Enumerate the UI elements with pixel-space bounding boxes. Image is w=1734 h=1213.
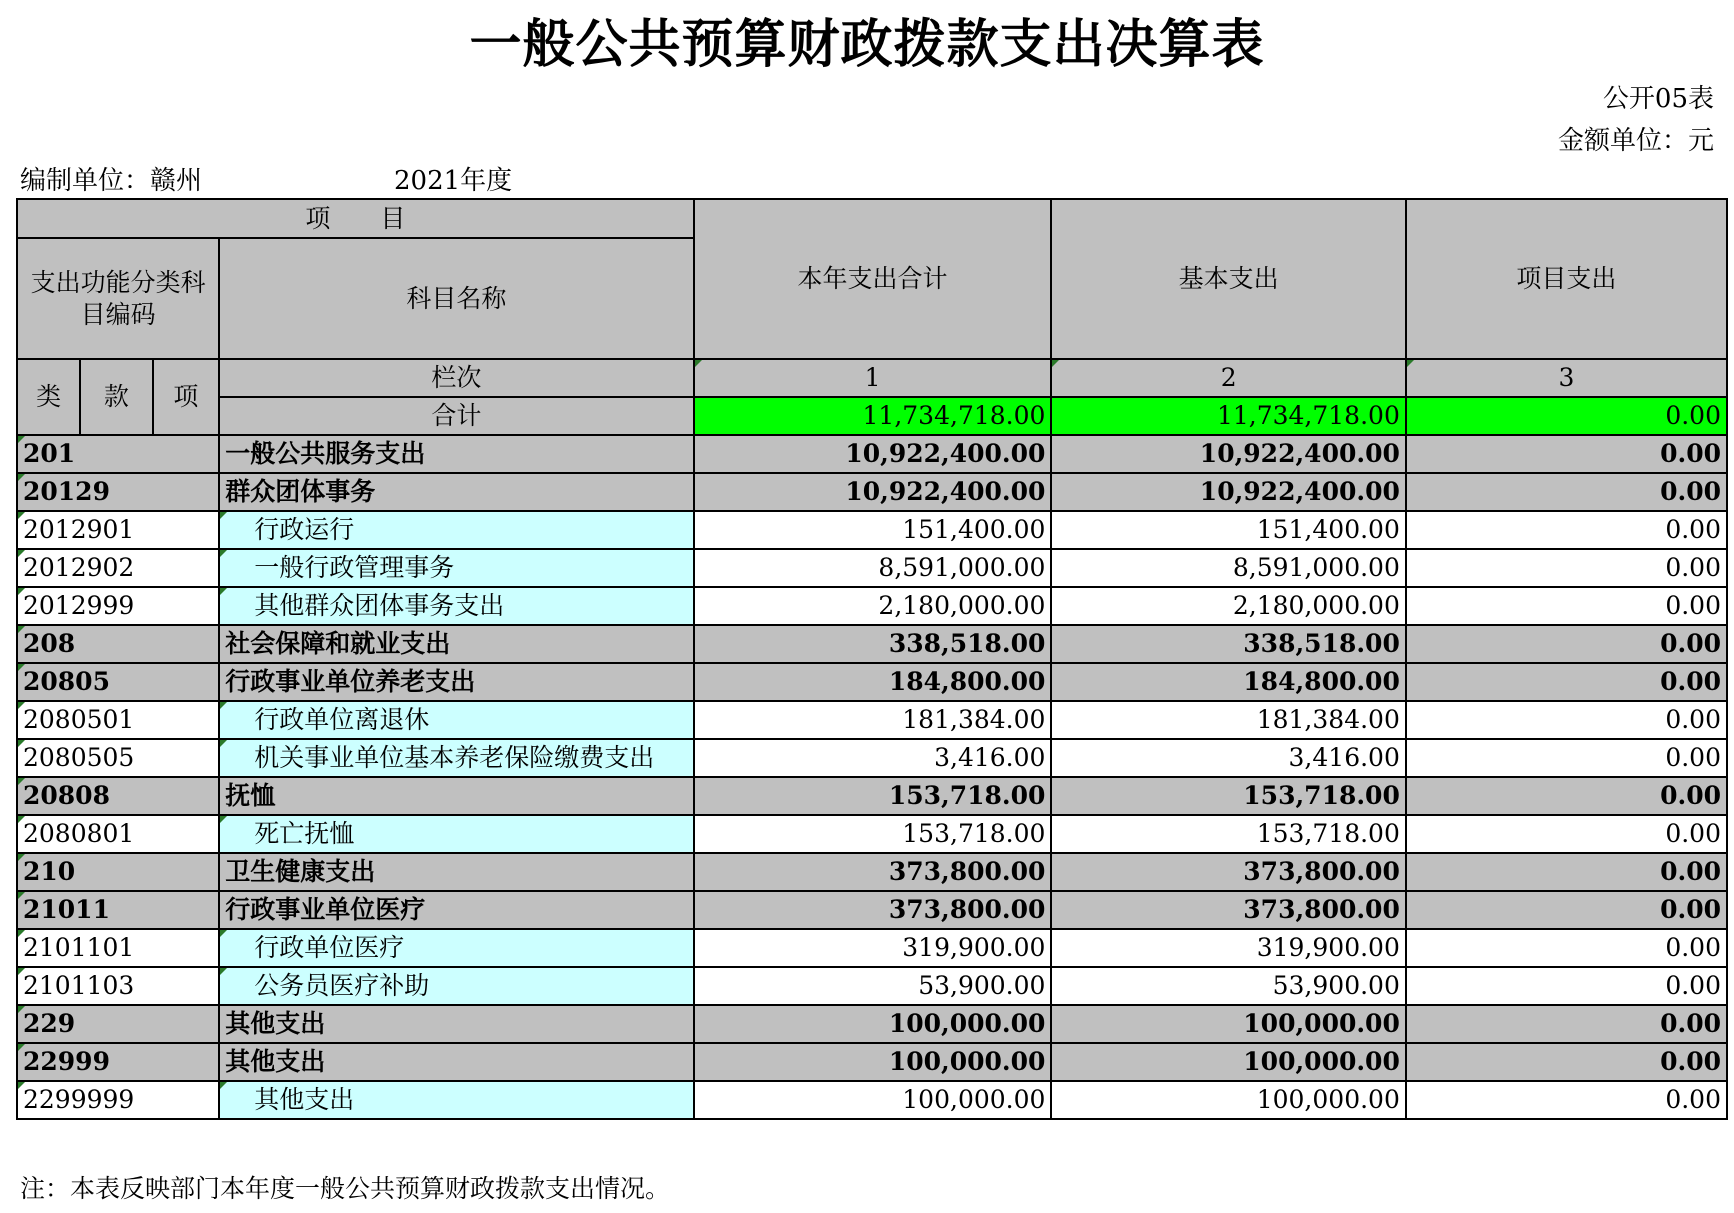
table-row [17,739,1727,777]
row-code: 2080501 [17,701,219,739]
row-total: 151,400.00 [694,511,1052,549]
table-row [17,587,1727,625]
table-row [17,625,1727,663]
row-subject-name: 死亡抚恤 [219,815,693,853]
row-total: 3,416.00 [694,739,1052,777]
row-subject-name: 机关事业单位基本养老保险缴费支出 [219,739,693,777]
row-project: 0.00 [1406,587,1727,625]
row-subject-name: 行政单位医疗 [219,929,693,967]
table-row [17,853,1727,891]
table-row [17,929,1727,967]
table-row [17,815,1727,853]
row-code: 201 [17,435,219,473]
row-subject-name: 群众团体事务 [219,473,693,511]
compiling-unit: 编制单位：赣州 [20,166,203,196]
row-code: 20129 [17,473,219,511]
row-code: 210 [17,853,219,891]
column-no-1: 1 [694,359,1052,397]
table-note: 注：本表反映部门本年度一般公共预算财政拨款支出情况。 [20,1174,671,1203]
row-code: 2101101 [17,929,219,967]
table-row [17,967,1727,1005]
row-total: 100,000.00 [694,1005,1052,1043]
total-amount: 11,734,718.00 [694,397,1052,435]
row-subject-name: 抚恤 [219,777,693,815]
row-total: 100,000.00 [694,1043,1052,1081]
header-subject-name: 科目名称 [219,238,693,359]
table-row [17,777,1727,815]
row-code: 20808 [17,777,219,815]
table-row [17,701,1727,739]
column-no-2: 2 [1051,359,1405,397]
table-row [17,1005,1727,1043]
row-code: 22999 [17,1043,219,1081]
row-project: 0.00 [1406,511,1727,549]
row-basic: 100,000.00 [1051,1043,1405,1081]
row-subject-name: 其他群众团体事务支出 [219,587,693,625]
column-no-3: 3 [1406,359,1727,397]
row-project: 0.00 [1406,625,1727,663]
row-basic: 153,718.00 [1051,815,1405,853]
expenditure-table [16,198,1728,1120]
row-total: 10,922,400.00 [694,473,1052,511]
table-row [17,1081,1727,1119]
row-total: 153,718.00 [694,777,1052,815]
row-basic: 53,900.00 [1051,967,1405,1005]
table-row [17,549,1727,587]
form-number: 公开05表 [1602,84,1714,114]
row-subject-name: 卫生健康支出 [219,853,693,891]
row-project: 0.00 [1406,549,1727,587]
table-row [17,663,1727,701]
row-subject-name: 行政运行 [219,511,693,549]
header-total: 本年支出合计 [694,199,1052,359]
row-basic: 373,800.00 [1051,853,1405,891]
amount-unit: 金额单位：元 [1557,126,1714,156]
row-project: 0.00 [1406,777,1727,815]
row-total: 153,718.00 [694,815,1052,853]
table-row [17,1043,1727,1081]
header-project: 项目支出 [1406,199,1727,359]
table-row [17,511,1727,549]
row-basic: 319,900.00 [1051,929,1405,967]
row-project: 0.00 [1406,1043,1727,1081]
header-column-no: 栏次 [219,359,693,397]
row-code: 2299999 [17,1081,219,1119]
row-project: 0.00 [1406,739,1727,777]
row-total: 373,800.00 [694,891,1052,929]
header-basic: 基本支出 [1051,199,1405,359]
row-project: 0.00 [1406,891,1727,929]
row-project: 0.00 [1406,435,1727,473]
row-basic: 2,180,000.00 [1051,587,1405,625]
row-subject-name: 行政事业单位医疗 [219,891,693,929]
row-basic: 153,718.00 [1051,777,1405,815]
row-code: 2012999 [17,587,219,625]
row-basic: 100,000.00 [1051,1081,1405,1119]
row-basic: 373,800.00 [1051,891,1405,929]
row-basic: 338,518.00 [1051,625,1405,663]
row-total: 373,800.00 [694,853,1052,891]
row-total: 10,922,400.00 [694,435,1052,473]
header-lei: 类 [17,359,80,435]
header-xiang: 项 [153,359,220,435]
row-subject-name: 社会保障和就业支出 [219,625,693,663]
row-code: 2012901 [17,511,219,549]
row-project: 0.00 [1406,663,1727,701]
row-total: 338,518.00 [694,625,1052,663]
row-subject-name: 其他支出 [219,1005,693,1043]
row-project: 0.00 [1406,815,1727,853]
row-project: 0.00 [1406,1081,1727,1119]
row-subject-name: 其他支出 [219,1081,693,1119]
row-project: 0.00 [1406,701,1727,739]
row-code: 2080505 [17,739,219,777]
header-code-group: 支出功能分类科目编码 [17,238,219,359]
header-kuan: 款 [80,359,152,435]
row-code: 229 [17,1005,219,1043]
row-basic: 184,800.00 [1051,663,1405,701]
fiscal-year: 2021年度 [394,166,513,196]
row-basic: 181,384.00 [1051,701,1405,739]
page-title: 一般公共预算财政拨款支出决算表 [469,15,1265,75]
row-code: 208 [17,625,219,663]
row-subject-name: 公务员医疗补助 [219,967,693,1005]
row-project: 0.00 [1406,473,1727,511]
row-subject-name: 一般公共服务支出 [219,435,693,473]
row-code: 2012902 [17,549,219,587]
row-project: 0.00 [1406,929,1727,967]
row-subject-name: 行政单位离退休 [219,701,693,739]
row-basic: 100,000.00 [1051,1005,1405,1043]
row-basic: 8,591,000.00 [1051,549,1405,587]
row-total: 100,000.00 [694,1081,1052,1119]
table-row [17,473,1727,511]
row-basic: 3,416.00 [1051,739,1405,777]
total-project: 0.00 [1406,397,1727,435]
row-basic: 10,922,400.00 [1051,473,1405,511]
row-subject-name: 其他支出 [219,1043,693,1081]
row-code: 2101103 [17,967,219,1005]
row-subject-name: 一般行政管理事务 [219,549,693,587]
row-total: 53,900.00 [694,967,1052,1005]
table-row [17,435,1727,473]
row-total: 319,900.00 [694,929,1052,967]
row-project: 0.00 [1406,1005,1727,1043]
row-project: 0.00 [1406,853,1727,891]
row-project: 0.00 [1406,967,1727,1005]
row-total: 181,384.00 [694,701,1052,739]
row-code: 20805 [17,663,219,701]
table-row [17,891,1727,929]
total-basic: 11,734,718.00 [1051,397,1405,435]
row-code: 21011 [17,891,219,929]
total-label: 合计 [219,397,693,435]
header-item: 项 目 [17,199,694,238]
row-total: 2,180,000.00 [694,587,1052,625]
row-total: 8,591,000.00 [694,549,1052,587]
row-code: 2080801 [17,815,219,853]
row-subject-name: 行政事业单位养老支出 [219,663,693,701]
row-basic: 151,400.00 [1051,511,1405,549]
row-basic: 10,922,400.00 [1051,435,1405,473]
row-total: 184,800.00 [694,663,1052,701]
